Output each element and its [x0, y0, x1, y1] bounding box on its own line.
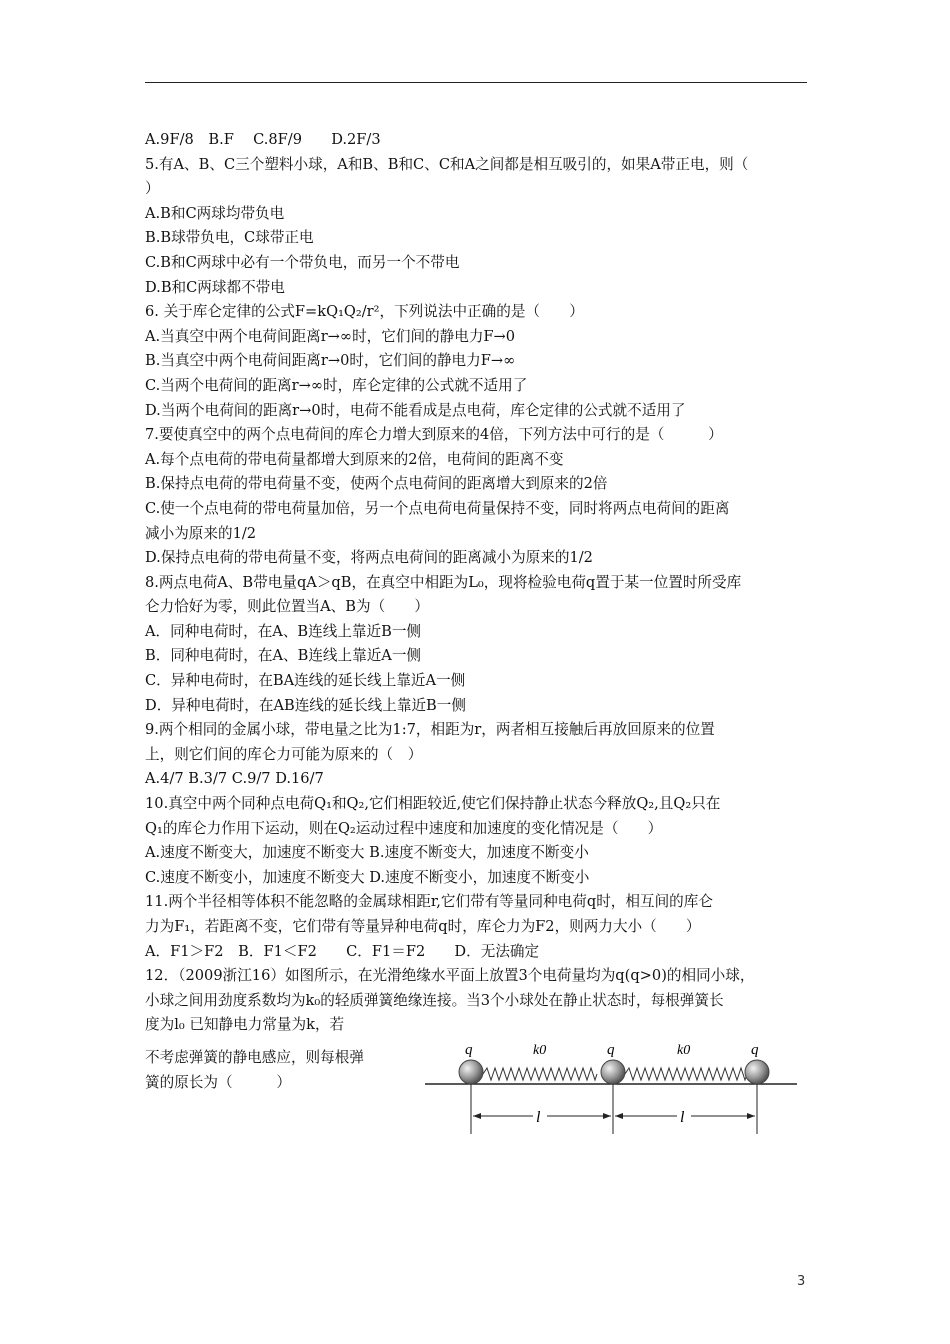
q12-stem: 12．（2009浙江16）如图所示，在光滑绝缘水平面上放置3个电荷量均为q(q>0)的相同小球，: [145, 967, 755, 985]
q11-stem-cont: 力为F₁，若距离不变，它们带有等量异种电荷q时，库仑力为F2，则两力大小（ ）: [145, 918, 701, 935]
q6-option-b: B.当真空中两个电荷间距离r→0时，它们间的静电力F→∞: [145, 352, 516, 370]
spring-ball-figure: [425, 1040, 797, 1148]
q5-stem: 5.有A、B、C三个塑料小球，A和B、B和C、C和A之间都是相互吸引的，如果A带正电，则（: [145, 155, 749, 173]
spring-label-2: k0: [677, 1042, 691, 1058]
q12-figure-block: [145, 1038, 811, 1146]
q11-options: A．F1＞F2 B．F1＜F2 C．F1＝F2 D．无法确定: [145, 942, 540, 960]
q12-tail-line-1: 不考虑弹簧的静电感应，则每根弹: [145, 1048, 364, 1066]
q8-stem: 8.两点电荷A、B带电量qA＞qB，在真空中相距为L₀，现将检验电荷q置于某一位置时所受库: [145, 573, 742, 591]
arrowhead-2a: [615, 1113, 623, 1119]
q12-tail-text: [145, 1046, 405, 1095]
arrowhead-1a: [473, 1113, 481, 1119]
charge-label-1: q: [465, 1041, 473, 1058]
q12-stem-cont: 小球之间用劲度系数均为k₀的轻质弹簧绝缘连接。当3个小球处在静止状态时，每根弹簧长: [145, 991, 724, 1009]
page-number: 3: [797, 1274, 806, 1289]
length-label-2: l: [680, 1108, 685, 1126]
q10-stem: 10.真空中两个同种点电荷Q₁和Q₂,它们相距较近,使它们保持静止状态今释放Q₂,且Q₂只在: [145, 795, 721, 813]
q5-option-a: A.B和C两球均带负电: [145, 204, 285, 222]
q5-option-c: C.B和C两球中必有一个带负电，而另一个不带电: [145, 253, 460, 271]
q9-stem: 9.两个相同的金属小球，带电量之比为1:7，相距为r，两者相互接触后再放回原来的位置: [145, 721, 715, 739]
q6-option-c: C.当两个电荷间的距离r→∞时，库仑定律的公式就不适用了: [145, 376, 528, 394]
q12-stem-cont-2: 度为l₀ 已知静电力常量为k，若: [145, 1016, 345, 1034]
q8-option-c: C．异种电荷时，在BA连线的延长线上靠近A一侧: [145, 672, 466, 690]
q5-stem-cont: ）: [145, 180, 160, 198]
q8-option-d: D．异种电荷时，在AB连线的延长线上靠近B一侧: [145, 696, 466, 714]
spring-2: [625, 1068, 755, 1080]
q7-option-a: A.每个点电荷的带电荷量都增大到原来的2倍，电荷间的距离不变: [145, 450, 564, 468]
length-label-1: l: [536, 1108, 541, 1126]
ball-2: [601, 1060, 625, 1084]
q7-option-c: C.使一个点电荷的带电荷量加倍，另一个点电荷电荷量保持不变，同时将两点电荷间的距离: [145, 499, 730, 517]
q7-option-d: D.保持点电荷的带电荷量不变，将两点电荷间的距离减小为原来的1/2: [145, 549, 593, 567]
header-rule: [145, 82, 807, 83]
page-body: [145, 128, 811, 1146]
charge-label-2: q: [607, 1041, 615, 1058]
spring-1: [483, 1068, 597, 1080]
q9-options: A.4/7 B.3/7 C.9/7 D.16/7: [145, 770, 324, 788]
ball-1: [459, 1060, 483, 1084]
q7-stem: 7.要使真空中的两个点电荷间的库仑力增大到原来的4倍，下列方法中可行的是（ ）: [145, 426, 723, 444]
q9-stem-cont: 上，则它们间的库仑力可能为原来的（ ）: [145, 745, 423, 763]
charge-label-3: q: [751, 1041, 759, 1058]
q5-option-d: D.B和C两球都不带电: [145, 278, 285, 296]
q8-option-b: B．同种电荷时，在A、B连线上靠近A一侧: [145, 647, 422, 665]
q7-option-c-cont: 减小为原来的1/2: [145, 524, 257, 542]
arrowhead-2b: [747, 1113, 755, 1119]
q6-option-d: D.当两个电荷间的距离r→0时，电荷不能看成是点电荷，库仑定律的公式就不适用了: [145, 401, 686, 419]
q12-tail-line-2: 簧的原长为（ ）: [145, 1073, 291, 1091]
q11-stem: 11.两个半径相等体积不能忽略的金属球相距r,它们带有等量同种电荷q时，相互间的库仑: [145, 893, 713, 911]
q8-option-a: A．同种电荷时，在A、B连线上靠近B一侧: [145, 622, 422, 640]
q10-options-ab: A.速度不断变大，加速度不断变大 B.速度不断变大，加速度不断变小: [145, 844, 589, 862]
q8-stem-cont: 仑力恰好为零，则此位置当A、B为（ ）: [145, 598, 429, 616]
q5-option-b: B.B球带负电，C球带正电: [145, 229, 314, 247]
ball-3: [745, 1060, 769, 1084]
q6-stem: 6. 关于库仑定律的公式F=kQ₁Q₂/r²，下列说法中正确的是（ ）: [145, 303, 584, 321]
q10-options-cd: C.速度不断变小，加速度不断变大 D.速度不断变小，加速度不断变小: [145, 868, 590, 886]
q7-option-b: B.保持点电荷的带电荷量不变，使两个点电荷间的距离增大到原来的2倍: [145, 475, 608, 493]
q4-options: A.9F/8 B.F C.8F/9 D.2F/3: [145, 131, 381, 148]
q6-option-a: A.当真空中两个电荷间距离r→∞时，它们间的静电力F→0: [145, 327, 516, 345]
q10-stem-cont: Q₁的库仑力作用下运动，则在Q₂运动过程中速度和加速度的变化情况是（ ）: [145, 819, 663, 837]
arrowhead-1b: [603, 1113, 611, 1119]
spring-label-1: k0: [533, 1042, 547, 1058]
